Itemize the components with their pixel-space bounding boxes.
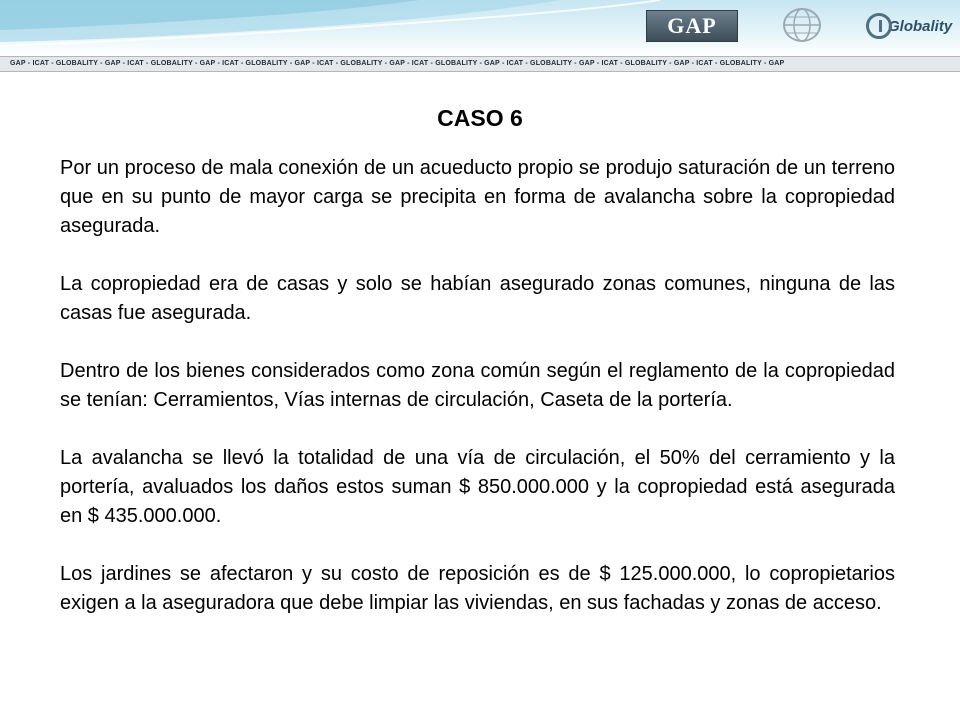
slide-body [60, 154, 895, 647]
globality-ring-icon [866, 13, 892, 39]
paragraph-1: Por un proceso de mala conexión de un acueducto propio se produjo saturación de un terreno que en su punto de mayor carga se precipita en forma de avalancha sobre la copropiedad asegurada. [60, 157, 895, 237]
header-banner [0, 0, 960, 56]
globe-icon [780, 6, 840, 46]
paragraph-3: Dentro de los bienes considerados como zona común según el reglamento de la copropiedad se tenían: Cerramientos, Vías internas de circulación, Caseta de la portería. [60, 360, 895, 411]
ticker-text: GAP - ICAT - GLOBALITY - GAP - ICAT - GLOBALITY - GAP - ICAT - GLOBALITY - GAP - ICAT - GLOBALITY - GAP - ICAT - GLOBALITY - GAP - ICAT - GLOBALITY - GAP - ICAT - GLOBALITY - GAP - ICAT - GLOBALITY - GAP [10, 60, 785, 67]
slide-title: CASO 6 [437, 105, 523, 131]
gap-logo-text: GAP [667, 13, 717, 38]
paragraph-4: La avalancha se llevó la totalidad de una vía de circulación, el 50% del cerramiento y la portería, avaluados los daños estos suman $ 850.000.000 y la copropiedad está asegurada en $ 435.000.000. [60, 447, 895, 527]
gap-logo [646, 10, 738, 42]
paragraph-5: Los jardines se afectaron y su costo de reposición es de $ 125.000.000, lo copropietarios exigen a la aseguradora que debe limpiar las viviendas, en sus fachadas y zonas de acceso. [60, 563, 895, 614]
partner-ticker [0, 56, 960, 72]
paragraph-2: La copropiedad era de casas y solo se habían asegurado zonas comunes, ninguna de las casas fue asegurada. [60, 273, 895, 324]
globality-logo [866, 10, 956, 42]
globality-logo-text: Globality [888, 17, 953, 35]
